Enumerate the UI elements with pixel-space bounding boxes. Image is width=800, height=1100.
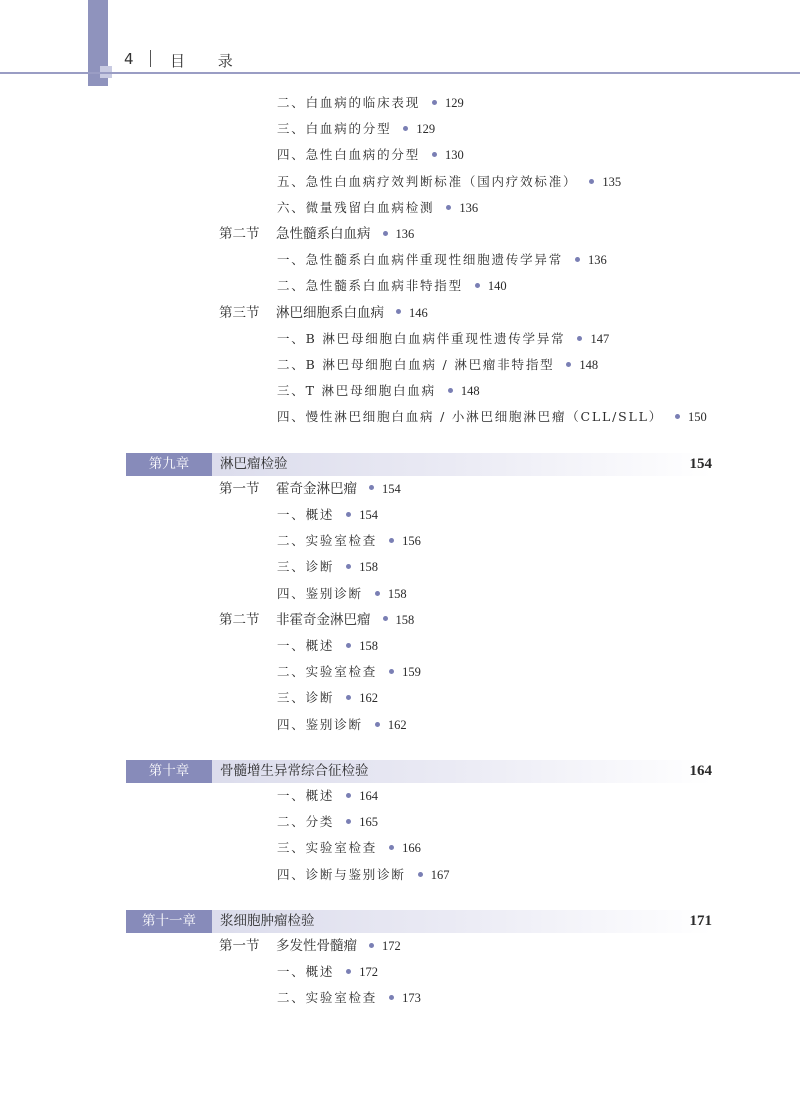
subsection-entry[interactable] (277, 556, 378, 578)
entry-title: 淋巴细胞系白血病 (276, 304, 384, 321)
leader-dot-icon (346, 695, 351, 700)
entry-title: 三、T 淋巴母细胞白血病 (277, 383, 436, 399)
chapter-title: 骨髓增生异常综合征检验 (220, 762, 369, 779)
entry-title: 一、B 淋巴母细胞白血病伴重现性遗传学异常 (277, 330, 566, 346)
leader-dot-icon (369, 485, 374, 490)
entry-title: 四、慢性淋巴细胞白血病 / 小淋巴细胞淋巴瘤（CLL/SLL） (277, 409, 664, 425)
entry-title: 三、诊断 (277, 690, 335, 706)
subsection-entry[interactable] (277, 171, 621, 193)
subsection-entry[interactable] (277, 714, 407, 736)
entry-title: 四、诊断与鉴别诊断 (277, 866, 406, 882)
entry-page-number: 162 (359, 691, 378, 706)
entry-title: 二、白血病的临床表现 (277, 95, 421, 110)
entry-page-number: 136 (395, 227, 415, 241)
subsection-entry[interactable] (277, 785, 378, 807)
subsection-entry[interactable] (277, 987, 421, 1009)
entry-title: 四、鉴别诊断 (277, 716, 363, 732)
subsection-entry[interactable] (277, 864, 449, 886)
subsection-entry[interactable] (277, 811, 378, 833)
entry-title: 二、B 淋巴母细胞白血病 / 淋巴瘤非特指型 (277, 357, 555, 372)
leader-dot-icon (396, 309, 401, 314)
section-entry[interactable] (219, 609, 414, 631)
leader-dot-icon (575, 257, 580, 262)
entry-page-number: 148 (460, 384, 480, 399)
leader-dot-icon (389, 538, 394, 543)
subsection-entry[interactable] (277, 144, 464, 166)
leader-dot-icon (346, 512, 351, 517)
subsection-entry[interactable] (277, 92, 464, 114)
entry-title: 二、实验室检查 (277, 990, 378, 1006)
subsection-entry[interactable] (277, 380, 480, 402)
entry-page-number: 135 (602, 174, 622, 189)
entry-title: 二、急性髓系白血病非特指型 (277, 278, 463, 294)
subsection-entry[interactable] (277, 687, 378, 709)
leader-dot-icon (346, 793, 351, 798)
leader-dot-icon (475, 283, 480, 288)
entry-title: 四、鉴别诊断 (277, 585, 363, 601)
leader-dot-icon (577, 336, 582, 341)
entry-title: 一、概述 (277, 507, 335, 522)
chapter-title: 淋巴瘤检验 (220, 455, 288, 472)
subsection-entry[interactable] (277, 197, 478, 219)
entry-page-number: 130 (445, 148, 464, 163)
subsection-entry[interactable] (277, 406, 707, 428)
section-entry[interactable] (219, 478, 401, 500)
entry-title: 多发性骨髓瘤 (276, 938, 357, 954)
entry-page-number: 154 (382, 481, 401, 496)
subsection-entry[interactable] (277, 504, 378, 526)
chapter-page-number: 154 (689, 455, 712, 472)
entry-title: 五、急性白血病疗效判断标准（国内疗效标准） (277, 173, 578, 189)
chapter-number: 第九章 (126, 453, 212, 476)
section-entry[interactable] (219, 302, 428, 324)
entry-title: 一、急性髓系白血病伴重现性细胞遗传学异常 (277, 252, 564, 268)
entry-title: 急性髓系白血病 (276, 226, 371, 242)
leader-dot-icon (389, 669, 394, 674)
subsection-entry[interactable] (277, 249, 607, 271)
chapter-heading[interactable] (126, 910, 712, 933)
leader-dot-icon (389, 845, 394, 850)
subsection-entry[interactable] (277, 837, 421, 859)
entry-title: 一、概述 (277, 964, 335, 980)
section-number: 第三节 (219, 304, 260, 321)
subsection-entry[interactable] (277, 328, 609, 350)
chapter-heading[interactable] (126, 453, 712, 476)
leader-dot-icon (589, 179, 594, 184)
section-number: 第二节 (219, 611, 260, 628)
leader-dot-icon (346, 969, 351, 974)
chapter-number: 第十一章 (126, 910, 212, 933)
leader-dot-icon (346, 564, 351, 569)
entry-page-number: 129 (445, 96, 464, 110)
chapter-heading[interactable] (126, 760, 712, 783)
entry-page-number: 172 (359, 965, 378, 980)
entry-title: 霍奇金淋巴瘤 (276, 480, 357, 497)
entry-page-number: 148 (579, 358, 599, 372)
entry-page-number: 167 (430, 867, 450, 882)
page-title: 目 录 (170, 52, 247, 70)
subsection-entry[interactable] (277, 961, 378, 983)
leader-dot-icon (383, 616, 388, 621)
entry-page-number: 162 (387, 717, 407, 732)
entry-page-number: 129 (416, 122, 436, 137)
entry-title: 二、分类 (277, 814, 335, 830)
subsection-entry[interactable] (277, 275, 507, 297)
subsection-entry[interactable] (277, 530, 421, 552)
header-rule (0, 72, 800, 74)
entry-title: 二、实验室检查 (277, 533, 378, 549)
section-entry[interactable] (219, 223, 414, 245)
leader-dot-icon (346, 819, 351, 824)
entry-title: 三、诊断 (277, 559, 335, 575)
leader-dot-icon (448, 388, 453, 393)
entry-title: 非霍奇金淋巴瘤 (276, 611, 371, 628)
entry-title: 一、概述 (277, 788, 335, 803)
chapter-number: 第十章 (126, 760, 212, 783)
leader-dot-icon (369, 943, 374, 948)
entry-page-number: 136 (588, 253, 607, 268)
entry-page-number: 146 (409, 305, 428, 320)
entry-page-number: 150 (688, 410, 707, 425)
entry-title: 二、实验室检查 (277, 664, 378, 680)
leader-dot-icon (418, 872, 423, 877)
chapter-page-number: 171 (689, 912, 712, 929)
header-separator (150, 50, 151, 67)
entry-page-number: 166 (402, 841, 421, 856)
entry-page-number: 172 (382, 939, 401, 953)
leader-dot-icon (566, 362, 571, 367)
section-entry[interactable] (219, 935, 401, 957)
leader-dot-icon (432, 100, 437, 105)
chapter-title: 浆细胞肿瘤检验 (220, 912, 315, 929)
subsection-entry[interactable] (277, 635, 378, 657)
leader-dot-icon (446, 205, 451, 210)
entry-page-number: 173 (402, 991, 421, 1006)
leader-dot-icon (375, 591, 380, 596)
entry-page-number: 156 (402, 534, 421, 549)
entry-page-number: 154 (359, 508, 378, 522)
entry-page-number: 136 (459, 200, 479, 215)
subsection-entry[interactable] (277, 118, 435, 140)
entry-title: 四、急性白血病的分型 (277, 147, 421, 163)
entry-page-number: 164 (359, 789, 378, 803)
subsection-entry[interactable] (277, 661, 421, 683)
leader-dot-icon (375, 722, 380, 727)
entry-page-number: 158 (359, 560, 378, 575)
leader-dot-icon (383, 231, 388, 236)
leader-dot-icon (675, 414, 680, 419)
subsection-entry[interactable] (277, 583, 407, 605)
section-number: 第一节 (219, 938, 260, 954)
entry-page-number: 158 (395, 612, 415, 627)
leader-dot-icon (403, 126, 408, 131)
entry-page-number: 158 (387, 586, 407, 601)
entry-page-number: 165 (359, 815, 378, 830)
leader-dot-icon (432, 152, 437, 157)
chapter-page-number: 164 (689, 762, 712, 779)
section-number: 第二节 (219, 226, 260, 242)
leader-dot-icon (346, 643, 351, 648)
entry-title: 六、微量残留白血病检测 (277, 199, 435, 215)
leader-dot-icon (389, 995, 394, 1000)
entry-page-number: 147 (590, 331, 610, 346)
page-number: 4 (124, 50, 134, 68)
entry-page-number: 159 (402, 665, 421, 680)
entry-title: 三、实验室检查 (277, 840, 378, 856)
subsection-entry[interactable] (277, 354, 598, 376)
entry-title: 一、概述 (277, 638, 335, 653)
section-number: 第一节 (219, 480, 260, 497)
entry-title: 三、白血病的分型 (277, 121, 392, 137)
entry-page-number: 158 (359, 639, 378, 653)
entry-page-number: 140 (487, 279, 507, 294)
